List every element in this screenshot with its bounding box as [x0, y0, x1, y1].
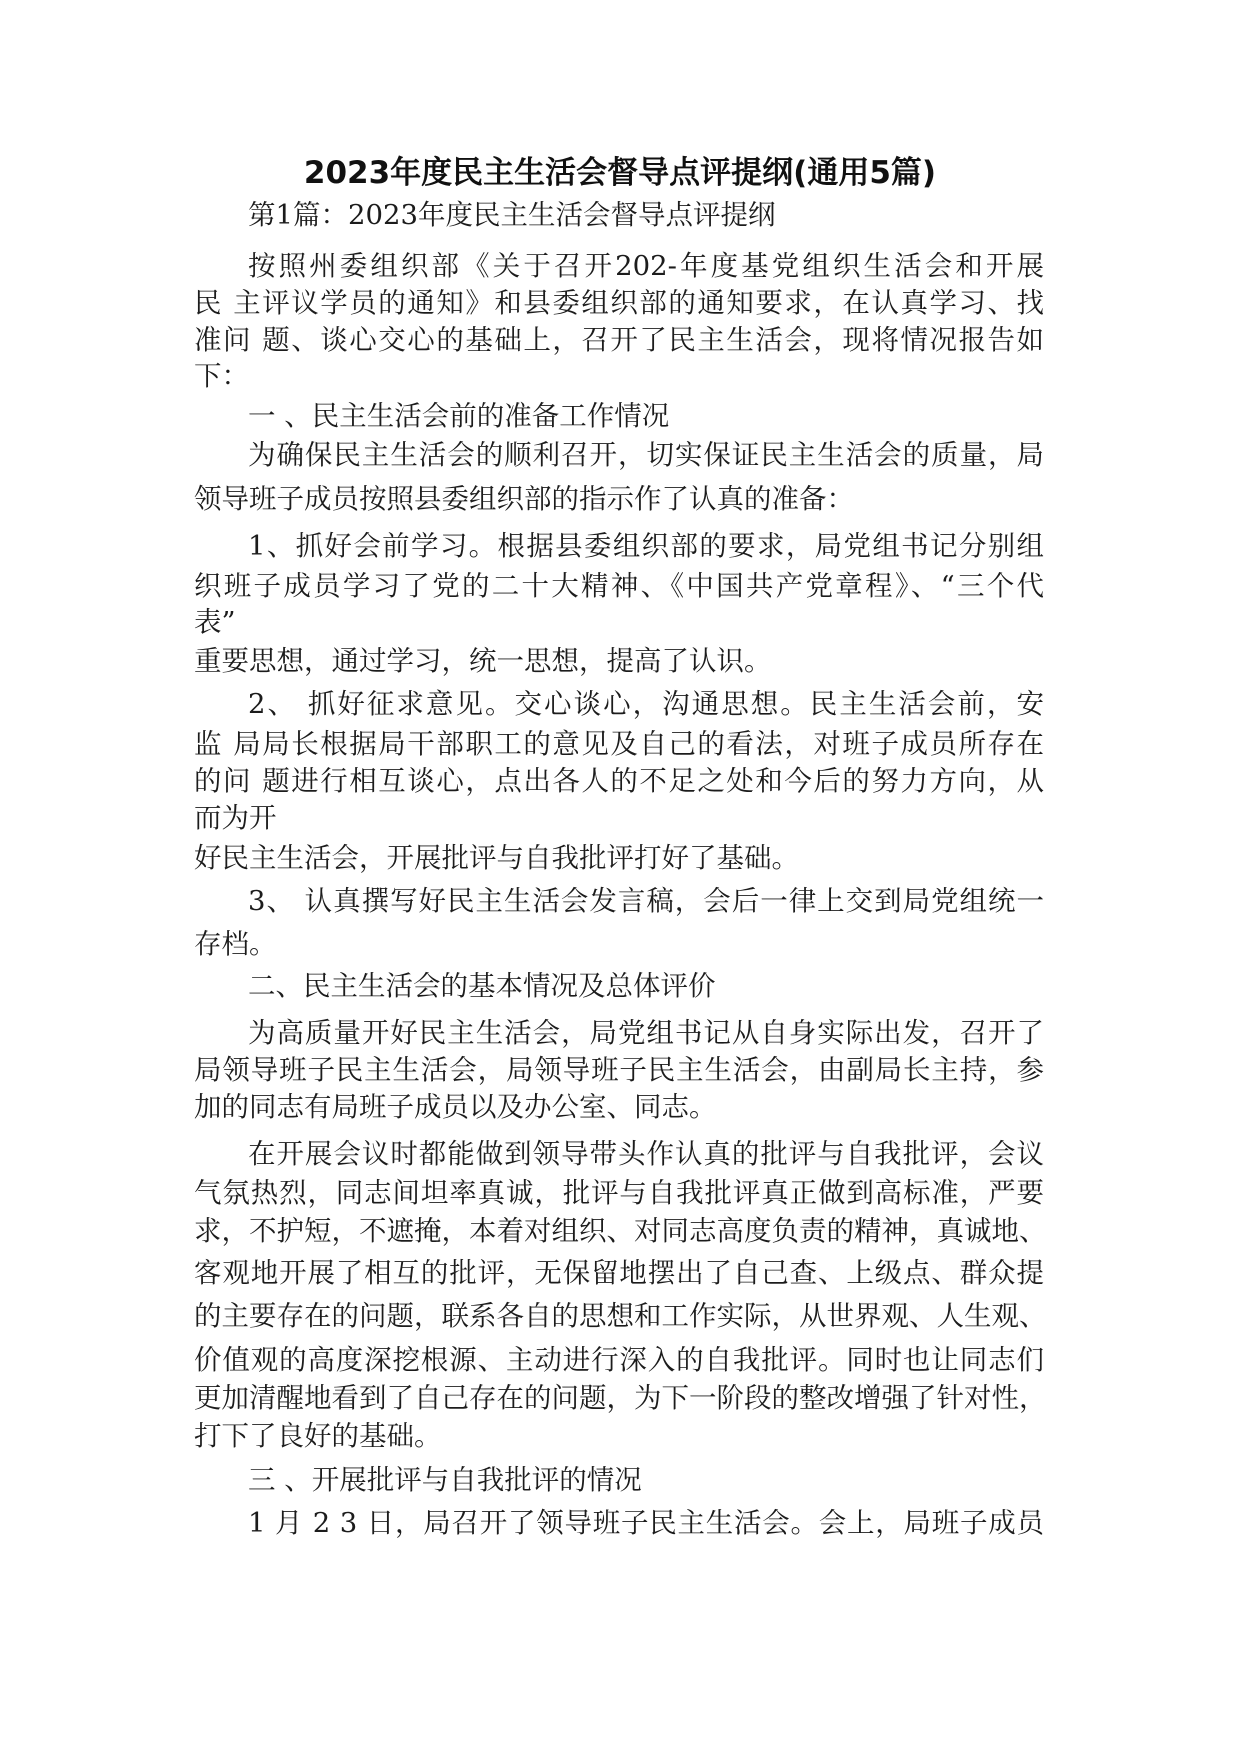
- text-line: 监 局局长根据局干部职工的意见及自己的看法，对班子成员所存在: [194, 728, 1044, 760]
- text-line: 表”: [194, 606, 236, 638]
- text-line: 民 主评议学员的通知》和县委组织部的通知要求，在认真学习、找: [194, 287, 1044, 319]
- text-line: 领导班子成员按照县委组织部的指示作了认真的准备：: [194, 483, 854, 515]
- text-line: 客观地开展了相互的批评，无保留地摆出了自己查、上级点、群众提: [194, 1257, 1044, 1289]
- text-line: 为确保民主生活会的顺利召开，切实保证民主生活会的质量，局: [248, 439, 1044, 471]
- text-line: 气氛热烈，同志间坦率真诚，批评与自我批评真正做到高标准，严要: [194, 1177, 1044, 1209]
- text-line: 织班子成员学习了党的二十大精神、《中国共产党章程》、“三个代: [194, 570, 1044, 602]
- text-line: 更加清醒地看到了自己存在的问题，为下一阶段的整改增强了针对性，: [194, 1382, 1047, 1414]
- text-line: 价值观的高度深挖根源、主动进行深入的自我批评。同时也让同志们: [194, 1344, 1044, 1376]
- text-line: 好民主生活会，开展批评与自我批评打好了基础。: [194, 842, 799, 874]
- text-line: 求，不护短，不遮掩，本着对组织、对同志高度负责的精神，真诚地、: [194, 1215, 1047, 1247]
- text-line: 1、抓好会前学习。根据县委组织部的要求，局党组书记分别组: [248, 530, 1044, 562]
- text-line: 3、 认真撰写好民主生活会发言稿，会后一律上交到局党组统一: [248, 885, 1044, 917]
- text-line: 而为开: [194, 802, 277, 834]
- text-line: 存档。: [194, 928, 277, 960]
- text-line: 2、 抓好征求意见。交心谈心，沟通思想。民主生活会前，安: [248, 688, 1044, 720]
- text-line: 准问 题、谈心交心的基础上，召开了民主生活会，现将情况报告如: [194, 324, 1044, 356]
- text-line: 打下了良好的基础。: [194, 1420, 442, 1452]
- section-heading: 二、民主生活会的基本情况及总体评价: [248, 970, 716, 1002]
- text-line: 下：: [194, 360, 249, 392]
- text-line: 重要思想，通过学习，统一思想，提高了认识。: [194, 645, 772, 677]
- text-line: 为高质量开好民主生活会，局党组书记从自身实际出发，召开了: [248, 1017, 1044, 1049]
- section-heading: 一 、民主生活会前的准备工作情况: [248, 400, 670, 432]
- text-line: 的问 题进行相互谈心，点出各人的不足之处和今后的努力方向，从: [194, 765, 1044, 797]
- text-line: 加的同志有局班子成员以及办公室、同志。: [194, 1091, 717, 1123]
- text-line: 1 月 2 3 日，局召开了领导班子民主生活会。会上，局班子成员: [248, 1507, 1044, 1539]
- text-line: 局领导班子民主生活会，局领导班子民主生活会，由副局长主持，参: [194, 1054, 1044, 1086]
- text-line: 按照州委组织部《关于召开202-年度基党组织生活会和开展: [248, 250, 1044, 282]
- section-heading: 三 、开展批评与自我批评的情况: [248, 1464, 642, 1496]
- text-line: 的主要存在的问题，联系各自的思想和工作实际，从世界观、人生观、: [194, 1300, 1047, 1332]
- text-line: 第1篇：2023年度民主生活会督导点评提纲: [248, 199, 776, 231]
- text-line: 在开展会议时都能做到领导带头作认真的批评与自我批评，会议: [248, 1138, 1044, 1170]
- document-title: 2023年度民主生活会督导点评提纲(通用5篇): [303, 155, 937, 191]
